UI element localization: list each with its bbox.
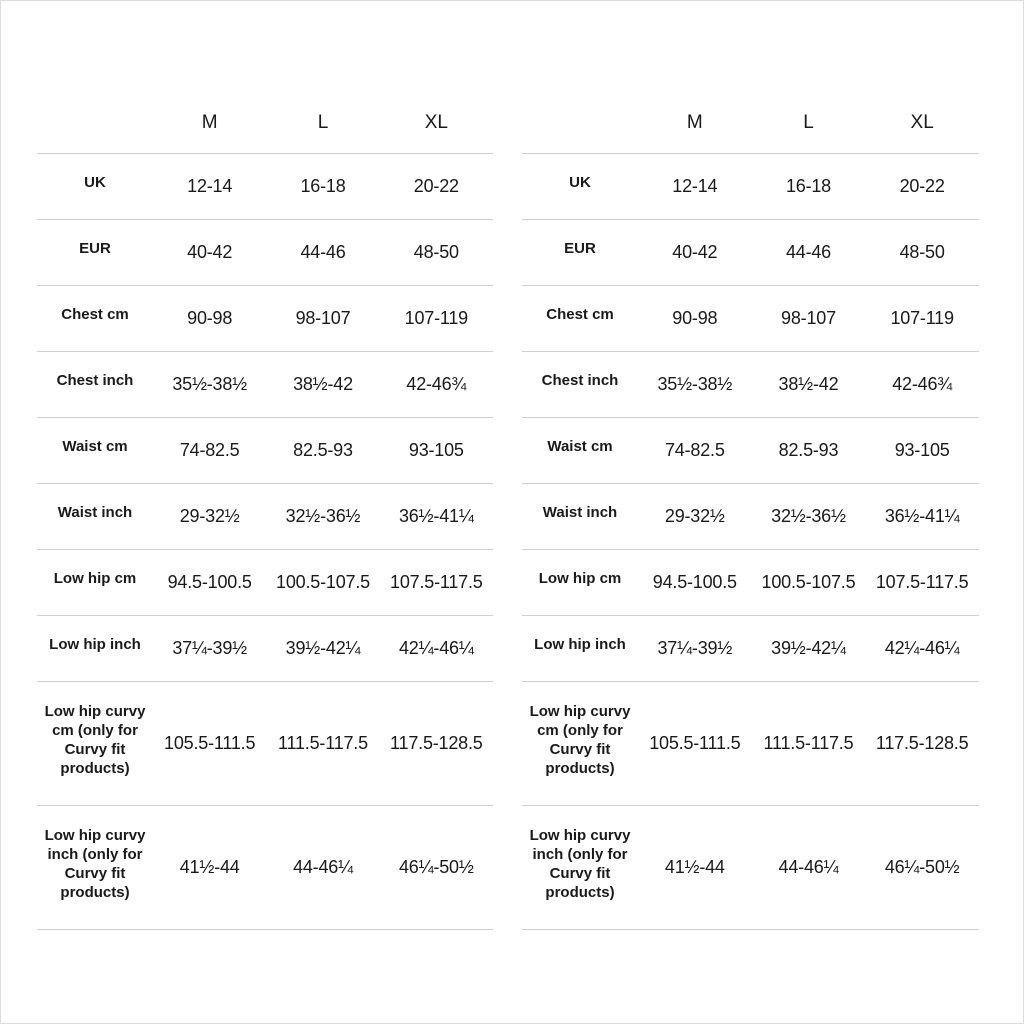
size-value: 41½-44: [664, 857, 725, 877]
value-cell: [266, 352, 379, 418]
size-value: 105.5-111.5: [649, 733, 741, 753]
size-value: 16-18: [300, 176, 346, 196]
table-row: [522, 682, 979, 806]
header-size-xl: XL: [865, 92, 979, 154]
size-value: 48-50: [899, 242, 945, 262]
row-label: Low hip cm: [538, 570, 622, 587]
row-label: Waist cm: [547, 438, 613, 455]
size-value: 38½-42: [778, 374, 839, 394]
row-label-line: products): [60, 883, 130, 901]
size-value: 35½-38½: [657, 374, 733, 394]
value-cell: [865, 286, 979, 352]
value-cell: [380, 286, 493, 352]
value-cell: [638, 616, 752, 682]
size-value: 90-98: [672, 308, 718, 328]
row-label-line: Low hip curvy: [44, 702, 146, 720]
table-row: [37, 550, 493, 616]
size-value: 29-32½: [664, 506, 725, 526]
row-label-line: cm (only for: [52, 721, 138, 739]
table-row: [522, 484, 979, 550]
value-cell: [380, 550, 493, 616]
header-corner: [37, 92, 153, 154]
header-size-l: L: [266, 92, 379, 154]
value-cell: [865, 806, 979, 930]
row-label-line: Low hip curvy: [529, 826, 631, 844]
row-label-cell: [37, 154, 153, 220]
value-cell: [266, 806, 379, 930]
size-value: 111.5-117.5: [763, 733, 854, 753]
size-value: 41½-44: [179, 857, 240, 877]
row-label: Low hip cm: [53, 570, 137, 587]
size-value: 32½-36½: [285, 506, 361, 526]
size-value: 107-119: [890, 308, 954, 328]
row-label-line: inch (only for: [47, 845, 143, 863]
table-row: [522, 154, 979, 220]
row-label: [37, 702, 153, 778]
row-label-line: Curvy fit: [549, 740, 611, 758]
value-cell: [638, 286, 752, 352]
value-cell: [865, 418, 979, 484]
row-label-line: products): [545, 759, 615, 777]
row-label-cell: [37, 682, 153, 806]
table-row: [37, 484, 493, 550]
row-label: Low hip inch: [534, 636, 626, 653]
row-label: Chest cm: [546, 306, 614, 323]
size-value: 42-46¾: [406, 374, 467, 394]
row-label: [522, 702, 638, 778]
row-label: Chest inch: [56, 372, 134, 389]
table-row: [37, 352, 493, 418]
size-value: 105.5-111.5: [164, 733, 256, 753]
size-value: 111.5-117.5: [278, 733, 368, 753]
size-value: 38½-42: [293, 374, 353, 394]
size-value: 36½-41¼: [884, 506, 960, 526]
row-label-line: inch (only for: [532, 845, 628, 863]
value-cell: [266, 616, 379, 682]
value-cell: [638, 352, 752, 418]
value-cell: [153, 352, 266, 418]
row-label-cell: [522, 418, 638, 484]
value-cell: [380, 154, 493, 220]
size-value: 74-82.5: [665, 440, 725, 460]
size-value: 20-22: [899, 176, 945, 196]
size-value: 20-22: [413, 176, 459, 196]
row-label-cell: [37, 806, 153, 930]
row-label-cell: [37, 286, 153, 352]
size-value: 44-46: [300, 242, 346, 262]
row-label-cell: [522, 616, 638, 682]
row-label-cell: [37, 220, 153, 286]
row-label-cell: [522, 220, 638, 286]
value-cell: [638, 806, 752, 930]
value-cell: [752, 616, 866, 682]
value-cell: [153, 154, 266, 220]
row-label-cell: [37, 550, 153, 616]
value-cell: [638, 220, 752, 286]
table-row: [37, 418, 493, 484]
value-cell: [153, 550, 266, 616]
size-value: 12-14: [187, 176, 233, 196]
table-row: [37, 616, 493, 682]
row-label: UK: [84, 174, 106, 191]
size-table-header: [37, 92, 493, 154]
size-value: 42-46¾: [892, 374, 953, 394]
size-table-left: [37, 92, 493, 930]
row-label-cell: [522, 352, 638, 418]
row-label: UK: [569, 174, 591, 191]
value-cell: [752, 682, 866, 806]
table-row: [522, 286, 979, 352]
row-label: Chest inch: [541, 372, 619, 389]
size-table-header: [522, 92, 979, 154]
table-row: [37, 220, 493, 286]
size-value: 44-46¼: [293, 857, 353, 877]
value-cell: [752, 220, 866, 286]
size-value: 36½-41¼: [398, 506, 474, 526]
row-label-line: Low hip curvy: [44, 826, 146, 844]
size-value: 93-105: [408, 440, 464, 460]
size-value: 98-107: [295, 308, 351, 328]
value-cell: [380, 352, 493, 418]
row-label-cell: [522, 806, 638, 930]
value-cell: [638, 418, 752, 484]
size-value: 117.5-128.5: [390, 733, 483, 753]
value-cell: [380, 220, 493, 286]
size-value: 44-46: [785, 242, 831, 262]
size-value: 39½-42¼: [285, 638, 361, 658]
size-value: 12-14: [672, 176, 718, 196]
value-cell: [266, 550, 379, 616]
row-label-cell: [522, 286, 638, 352]
table-row: [37, 806, 493, 930]
table-row: [37, 154, 493, 220]
size-value: 90-98: [187, 308, 233, 328]
header-size-m: M: [153, 92, 266, 154]
row-label: Waist inch: [57, 504, 133, 521]
value-cell: [752, 806, 866, 930]
size-value: 37¼-39½: [657, 638, 733, 658]
row-label-line: products): [545, 883, 615, 901]
size-value: 82.5-93: [293, 440, 353, 460]
size-value: 94.5-100.5: [167, 572, 252, 592]
row-label-line: products): [60, 759, 130, 777]
value-cell: [638, 550, 752, 616]
row-label: Waist cm: [62, 438, 128, 455]
value-cell: [266, 154, 379, 220]
row-label-line: Curvy fit: [64, 740, 126, 758]
value-cell: [266, 484, 379, 550]
size-value: 98-107: [781, 308, 836, 328]
row-label-line: Curvy fit: [64, 864, 126, 882]
row-label: Chest cm: [61, 306, 129, 323]
value-cell: [865, 484, 979, 550]
table-row: [522, 616, 979, 682]
value-cell: [752, 352, 866, 418]
row-label-cell: [522, 154, 638, 220]
size-value: 44-46¼: [778, 857, 839, 877]
value-cell: [865, 550, 979, 616]
value-cell: [153, 682, 266, 806]
size-value: 40-42: [672, 242, 718, 262]
value-cell: [380, 616, 493, 682]
row-label-line: Low hip curvy: [529, 702, 631, 720]
header-size-m: M: [638, 92, 752, 154]
size-value: 46¼-50½: [398, 857, 474, 877]
row-label-line: Curvy fit: [549, 864, 611, 882]
row-label: Waist inch: [542, 504, 618, 521]
value-cell: [752, 286, 866, 352]
value-cell: [865, 154, 979, 220]
value-cell: [752, 484, 866, 550]
table-row: [522, 220, 979, 286]
row-label-cell: [37, 352, 153, 418]
header-size-xl: XL: [380, 92, 493, 154]
value-cell: [752, 550, 866, 616]
size-value: 117.5-128.5: [875, 733, 969, 753]
size-value: 35½-38½: [172, 374, 247, 394]
table-row: [37, 682, 493, 806]
row-label: [522, 826, 638, 902]
value-cell: [266, 286, 379, 352]
header-corner: [522, 92, 638, 154]
value-cell: [865, 220, 979, 286]
size-value: 40-42: [187, 242, 233, 262]
size-value: 46¼-50½: [884, 857, 960, 877]
table-row: [522, 352, 979, 418]
size-value: 29-32½: [179, 506, 240, 526]
value-cell: [153, 616, 266, 682]
size-value: 107.5-117.5: [875, 572, 969, 592]
size-value: 42¼-46¼: [398, 638, 474, 658]
table-row: [37, 286, 493, 352]
value-cell: [380, 682, 493, 806]
value-cell: [380, 806, 493, 930]
row-label-cell: [522, 484, 638, 550]
size-value: 16-18: [785, 176, 831, 196]
size-value: 82.5-93: [778, 440, 839, 460]
size-value: 94.5-100.5: [652, 572, 737, 592]
value-cell: [380, 418, 493, 484]
value-cell: [638, 484, 752, 550]
size-value: 42¼-46¼: [884, 638, 960, 658]
size-value: 107.5-117.5: [390, 572, 483, 592]
row-label: EUR: [564, 240, 596, 257]
size-value: 100.5-107.5: [276, 572, 370, 592]
size-table-right: [522, 92, 979, 930]
value-cell: [865, 616, 979, 682]
value-cell: [153, 484, 266, 550]
value-cell: [865, 682, 979, 806]
size-value: 37¼-39½: [172, 638, 247, 658]
row-label-cell: [37, 616, 153, 682]
row-label: EUR: [79, 240, 111, 257]
value-cell: [266, 220, 379, 286]
value-cell: [752, 418, 866, 484]
row-label-cell: [522, 550, 638, 616]
row-label-cell: [37, 484, 153, 550]
value-cell: [752, 154, 866, 220]
header-size-l: L: [752, 92, 866, 154]
value-cell: [638, 154, 752, 220]
size-value: 32½-36½: [771, 506, 846, 526]
row-label: [37, 826, 153, 902]
value-cell: [266, 418, 379, 484]
size-value: 39½-42¼: [771, 638, 846, 658]
value-cell: [153, 286, 266, 352]
row-label-cell: [522, 682, 638, 806]
row-label: Low hip inch: [49, 636, 141, 653]
size-value: 93-105: [894, 440, 950, 460]
size-value: 100.5-107.5: [761, 572, 856, 592]
value-cell: [153, 806, 266, 930]
value-cell: [266, 682, 379, 806]
size-value: 48-50: [413, 242, 459, 262]
row-label-cell: [37, 418, 153, 484]
size-value: 74-82.5: [179, 440, 240, 460]
row-label-line: cm (only for: [537, 721, 623, 739]
value-cell: [638, 682, 752, 806]
value-cell: [380, 484, 493, 550]
table-row: [522, 418, 979, 484]
value-cell: [153, 418, 266, 484]
table-row: [522, 550, 979, 616]
value-cell: [865, 352, 979, 418]
size-value: 107-119: [404, 308, 468, 328]
table-row: [522, 806, 979, 930]
value-cell: [153, 220, 266, 286]
